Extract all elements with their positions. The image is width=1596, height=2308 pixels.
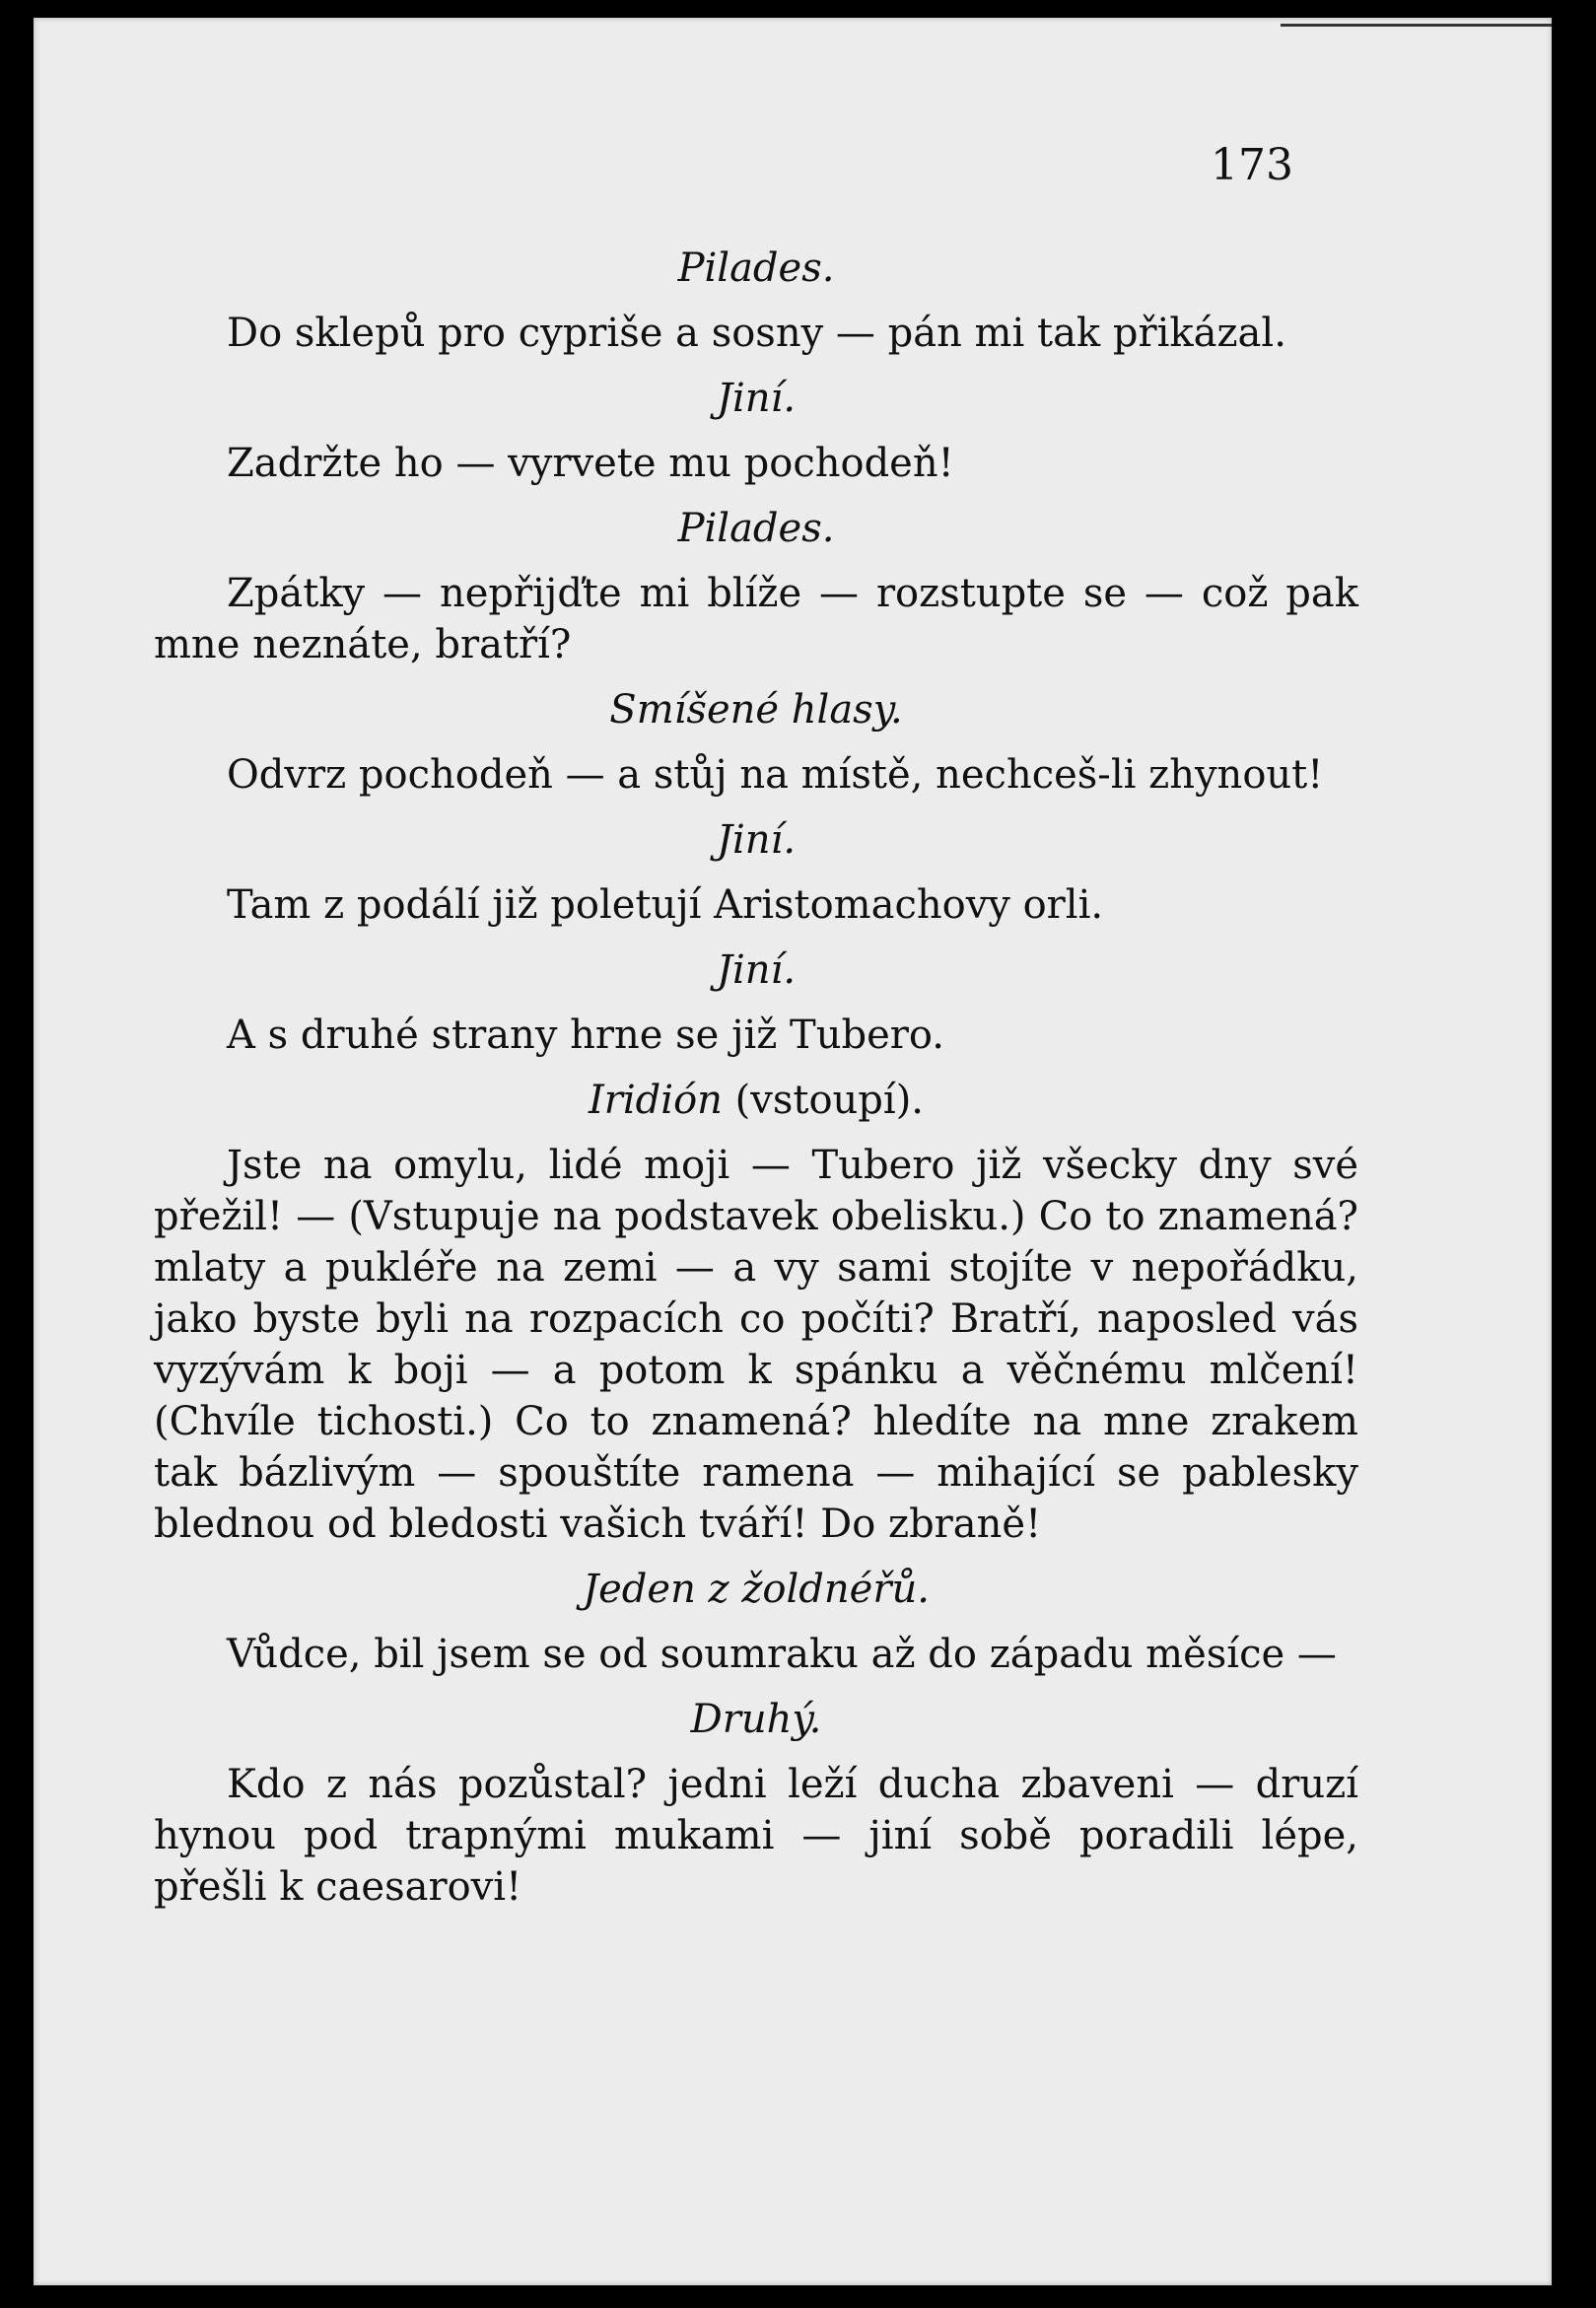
speech-paragraph: Odvrz pochodeň — a stůj na místě, nechceš-li zhynout! [227, 752, 1324, 798]
speaker-name: Pilades. [677, 506, 835, 551]
speaker-name: Jeden z žoldnéřů. [583, 1567, 930, 1612]
speaker-name: Jiní. [716, 376, 797, 421]
page-number: 173 [1211, 140, 1293, 190]
speaker-line [154, 1075, 1358, 1126]
speaker-name: Smíšené hlasy. [609, 687, 903, 733]
top-rule [1281, 24, 1557, 27]
speaker-name: Jiní. [716, 947, 797, 993]
speaker-name: Druhý. [690, 1697, 822, 1742]
speech-paragraph: Do sklepů pro cypriše a sosny — pán mi tak přikázal. [227, 311, 1286, 356]
speaker-name: Jiní. [716, 817, 797, 863]
speaker-name: Iridión [588, 1078, 723, 1123]
speech-paragraph: A s druhé strany hrne se již Tubero. [227, 1013, 944, 1058]
speech-paragraph: Zpátky — nepřijďte mi blíže — rozstupte se — což pak mne neznáte, bratří? [154, 571, 1358, 667]
speaker-name: Pilades. [677, 245, 835, 291]
speech-paragraph: Vůdce, bil jsem se od soumraku až do západu měsíce — [227, 1632, 1337, 1677]
speech-paragraph: Tam z podálí již poletují Aristomachovy orli. [227, 882, 1104, 928]
page-edge [1552, 0, 1596, 2308]
speech-paragraph: Zadržte ho — vyrvete mu pochodeň! [227, 441, 954, 486]
stage-direction: (vstoupí). [734, 1078, 925, 1123]
speech-paragraph: Jste na omylu, lidé moji — Tubero již všecky dny své přežil! — (Vstupuje na podstavek obelisku.) Co to znamená? mlaty a pukléře na zemi — a vy sami stojíte v nepořádku, jako byste byli na rozpacích co počíti? Bratří, naposled vás vyzývám k boji — a potom k spánku a věčnému mlčení! (Chvíle tichosti.) Co to znamená? hledíte na mne zrakem tak bázlivým — spouštíte ramena — mihající se pablesky blednou od bledosti vašich tváří! Do zbraně! [154, 1143, 1358, 1547]
speech-paragraph: Kdo z nás pozůstal? jedni leží ducha zbaveni — druzí hynou pod trapnými mukami — jiní sobě poradili lépe, přešli k caesarovi! [154, 1762, 1358, 1910]
dialogue-text [154, 229, 1358, 1913]
